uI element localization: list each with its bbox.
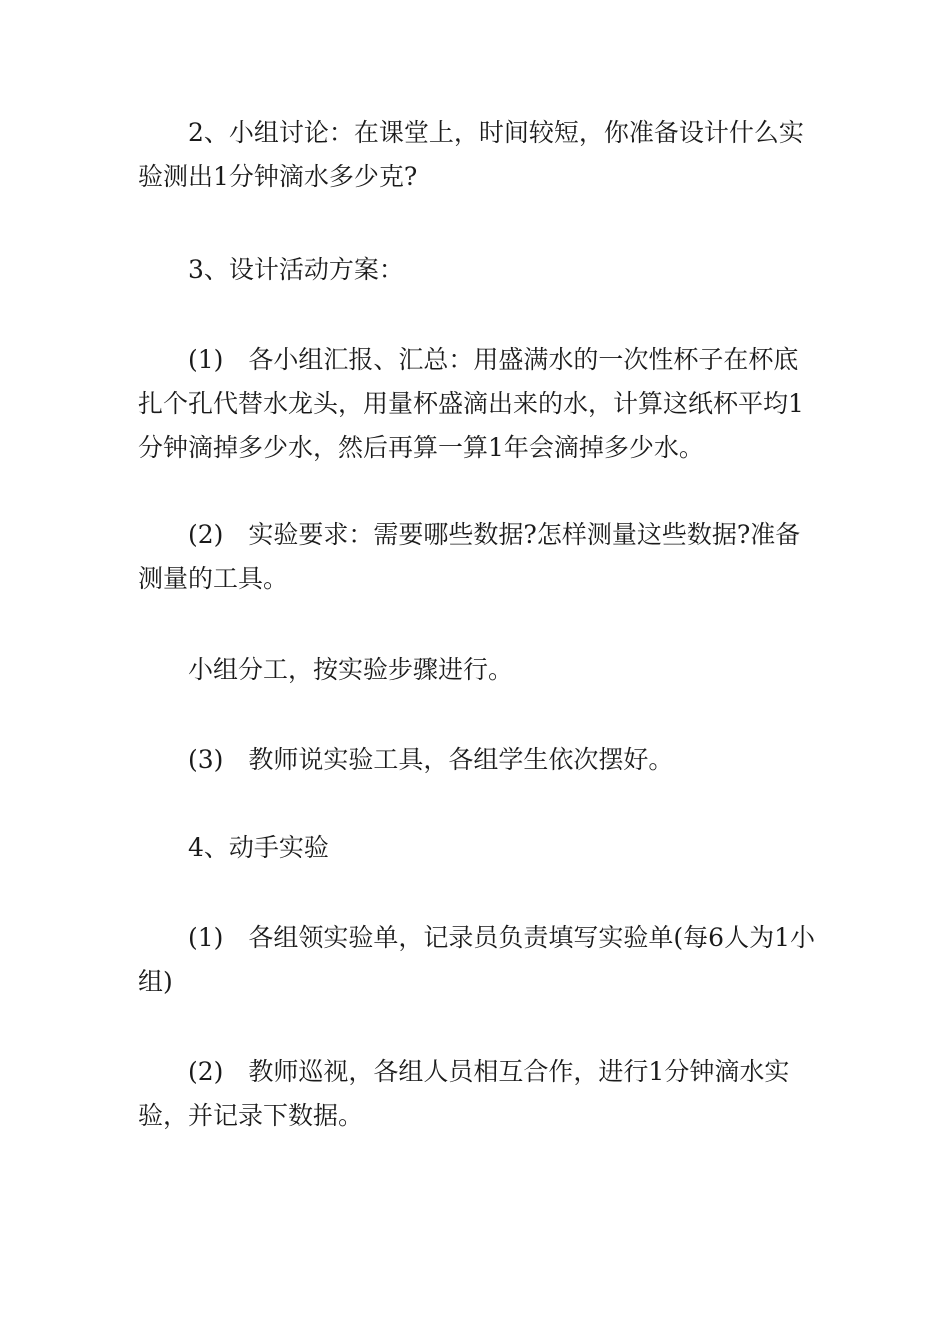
paragraph-teacher-tools: (3) 教师说实验工具，各组学生依次摆好。 bbox=[188, 745, 674, 774]
paragraph-group-report: (1) 各小组汇报、汇总：用盛满水的一次性杯子在杯底扎个孔代替水龙头，用量杯盛滴出来的水，计算这纸杯平均1分钟滴掉多少水，然后再算一算1年会滴掉多少水。 bbox=[138, 345, 804, 462]
paragraph-experiment-requirements: (2) 实验要求：需要哪些数据?怎样测量这些数据?准备测量的工具。 bbox=[138, 520, 801, 593]
paragraph-design-plan-heading: 3、设计活动方案： bbox=[188, 255, 404, 284]
paragraph-experiment-sheet: (1) 各组领实验单，记录员负责填写实验单(每6人为1小组) bbox=[138, 923, 815, 996]
paragraph-group-discussion: 2、小组讨论：在课堂上，时间较短，你准备设计什么实验测出1分钟滴水多少克? bbox=[138, 118, 804, 191]
paragraph-teacher-patrol: (2) 教师巡视，各组人员相互合作，进行1分钟滴水实验，并记录下数据。 bbox=[138, 1057, 790, 1130]
paragraph-hands-on-heading: 4、动手实验 bbox=[188, 833, 329, 862]
paragraph-group-division: 小组分工，按实验步骤进行。 bbox=[188, 655, 514, 684]
